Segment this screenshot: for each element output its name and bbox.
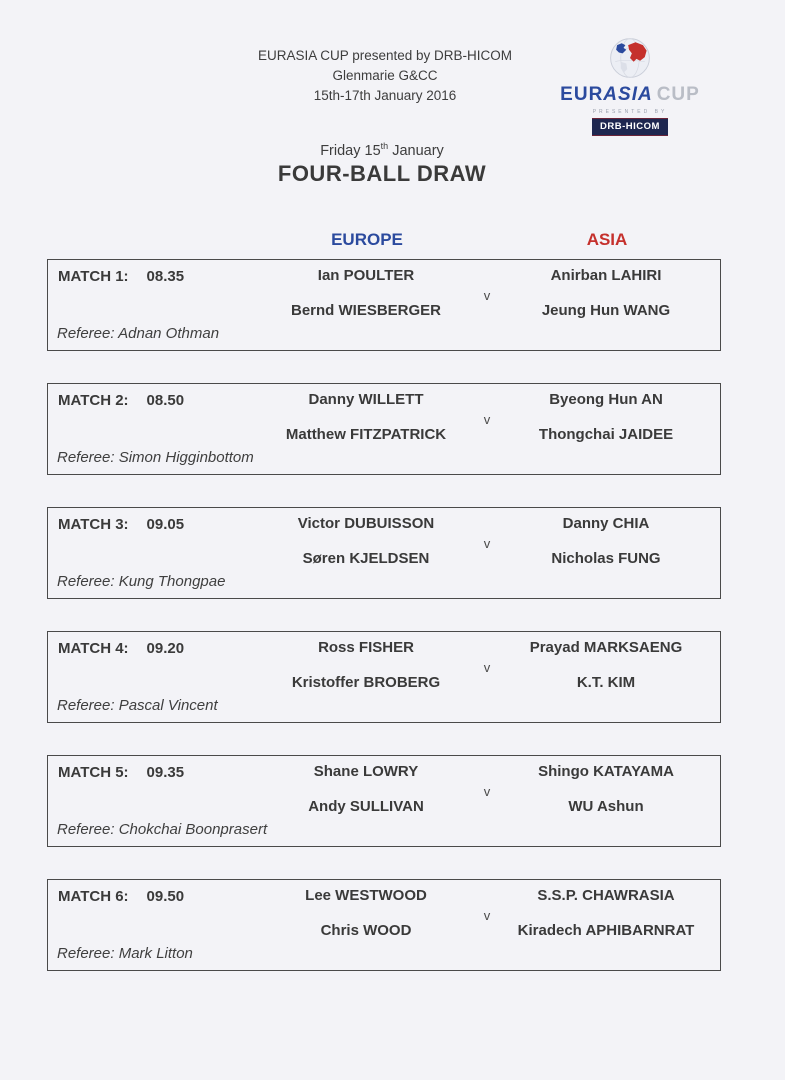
asia-player-1: Danny CHIA <box>562 515 650 532</box>
asia-player-2: WU Ashun <box>568 798 644 815</box>
versus-label: v <box>483 288 491 303</box>
match-time: 09.05 <box>146 516 185 533</box>
presented-by-label: PRESENTED BY <box>592 109 668 115</box>
referee-line: Referee: Chokchai Boonprasert <box>57 821 268 838</box>
referee-line: Referee: Adnan Othman <box>57 325 220 342</box>
drb-hicom-badge: DRB-HICOM <box>592 118 668 136</box>
asia-player-1: Anirban LAHIRI <box>550 267 662 284</box>
match-title <box>58 268 184 285</box>
asia-column-header: ASIA <box>586 230 628 249</box>
venue-line: Glenmarie G&CC <box>332 68 438 83</box>
asia-player-2: Kiradech APHIBARNRAT <box>517 922 695 939</box>
europe-player-2: Matthew FITZPATRICK <box>285 426 447 443</box>
asia-player-2: K.T. KIM <box>576 674 636 691</box>
europe-player-1: Ian POULTER <box>317 267 415 284</box>
europe-player-1: Lee WESTWOOD <box>305 887 427 904</box>
match-label: MATCH 2: <box>58 392 129 409</box>
europe-player-2: Kristoffer BROBERG <box>291 674 441 691</box>
europe-player-1: Shane LOWRY <box>313 763 419 780</box>
eurasia-cup-logo <box>548 34 712 136</box>
match-title <box>58 392 184 409</box>
match-box <box>47 259 721 351</box>
match-label: MATCH 5: <box>58 764 129 781</box>
europe-column-header: EUROPE <box>331 230 403 249</box>
asia-player-2: Jeung Hun WANG <box>541 302 671 319</box>
europe-player-2: Andy SULLIVAN <box>308 798 424 815</box>
europe-player-1: Victor DUBUISSON <box>297 515 435 532</box>
dates-line: 15th-17th January 2016 <box>313 88 457 103</box>
match-label: MATCH 6: <box>58 888 129 905</box>
versus-label: v <box>483 660 491 675</box>
match-time: 09.20 <box>146 640 185 657</box>
match-time: 08.35 <box>146 268 185 285</box>
europe-player-2: Chris WOOD <box>320 922 412 939</box>
match-box <box>47 631 721 723</box>
match-title <box>58 764 184 781</box>
versus-label: v <box>483 536 491 551</box>
match-label: MATCH 3: <box>58 516 129 533</box>
date-suffix: January <box>388 142 444 159</box>
event-title-line: EURASIA CUP presented by DRB-HICOM <box>257 48 513 63</box>
asia-player-1: S.S.P. CHAWRASIA <box>537 887 675 904</box>
match-box <box>47 879 721 971</box>
asia-player-2: Thongchai JAIDEE <box>538 426 674 443</box>
wordmark-eur: EUR <box>560 84 604 105</box>
versus-label: v <box>483 784 491 799</box>
date-prefix: Friday 15 <box>320 142 381 159</box>
match-label: MATCH 1: <box>58 268 129 285</box>
europe-player-2: Søren KJELDSEN <box>302 550 430 567</box>
match-title <box>58 888 184 905</box>
match-time: 08.50 <box>146 392 185 409</box>
europe-player-2: Bernd WIESBERGER <box>290 302 441 319</box>
referee-line: Referee: Simon Higginbottom <box>57 449 254 466</box>
asia-player-1: Shingo KATAYAMA <box>538 763 674 780</box>
referee-line: Referee: Pascal Vincent <box>57 697 218 714</box>
match-time: 09.50 <box>146 888 185 905</box>
wordmark-asia: ASIA <box>603 84 653 105</box>
referee-line: Referee: Kung Thongpae <box>57 573 226 590</box>
draw-date <box>0 141 764 159</box>
versus-label: v <box>483 908 491 923</box>
europe-player-1: Ross FISHER <box>318 639 414 656</box>
match-label: MATCH 4: <box>58 640 129 657</box>
logo-wordmark <box>560 84 700 106</box>
date-superscript: th <box>380 141 389 151</box>
referee-line: Referee: Mark Litton <box>57 945 193 962</box>
globe-europe-asia-icon <box>602 34 658 82</box>
match-time: 09.35 <box>146 764 185 781</box>
asia-player-1: Prayad MARKSAENG <box>529 639 683 656</box>
match-box <box>47 755 721 847</box>
asia-player-2: Nicholas FUNG <box>551 550 661 567</box>
match-box <box>47 383 721 475</box>
versus-label: v <box>483 412 491 427</box>
wordmark-cup: CUP <box>656 84 700 105</box>
match-box <box>47 507 721 599</box>
page-title: FOUR-BALL DRAW <box>277 161 487 186</box>
europe-player-1: Danny WILLETT <box>308 391 424 408</box>
match-title <box>58 640 184 657</box>
asia-player-1: Byeong Hun AN <box>549 391 663 408</box>
match-list <box>47 259 721 1003</box>
match-title <box>58 516 184 533</box>
